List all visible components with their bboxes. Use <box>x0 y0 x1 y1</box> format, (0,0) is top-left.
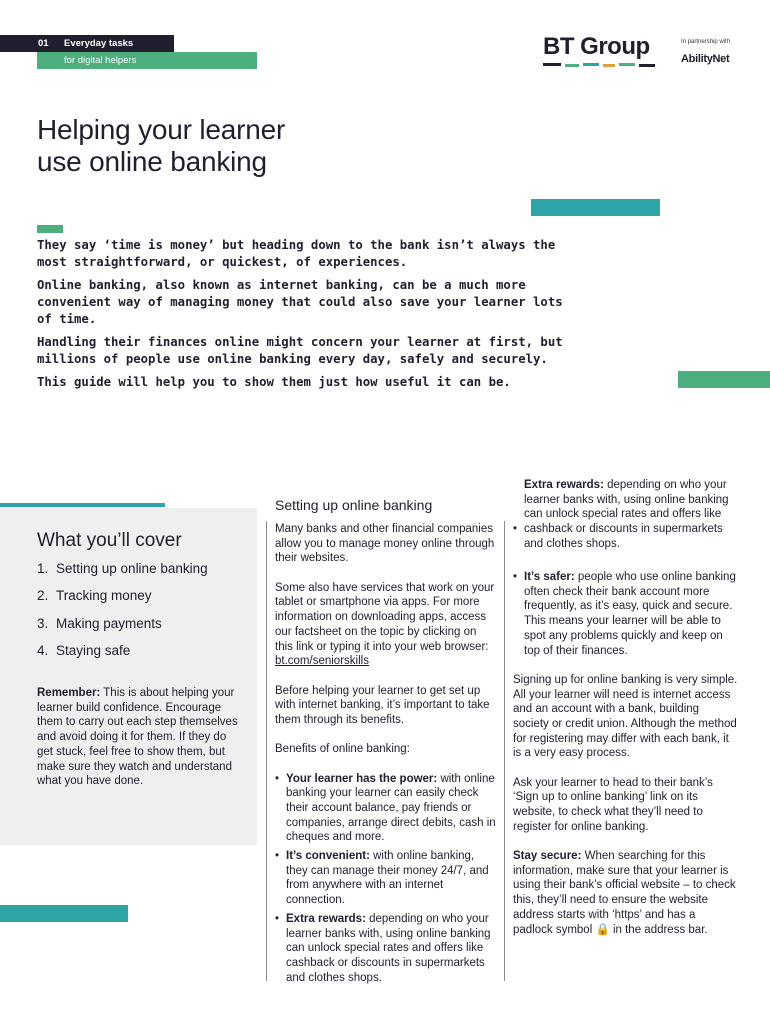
partner-prefix: In partnership with <box>681 39 731 45</box>
page-title-line2: use online banking <box>37 146 267 177</box>
page-title-line1: Helping your learner <box>37 114 286 145</box>
cover-list <box>37 561 208 670</box>
benefits-list <box>275 772 497 984</box>
benefit-text: depending on who your learner banks with, using online banking can unlock special rates and offers like cashback or discounts in supermarkets and clothes shops. <box>524 479 729 550</box>
benefit-item <box>275 912 497 984</box>
cover-item-label: Setting up online banking <box>56 561 208 576</box>
benefits-heading: Benefits of online banking: <box>275 743 410 756</box>
cover-list-item <box>37 588 208 615</box>
section-title: Everyday tasks <box>64 38 134 49</box>
benefit-label: Extra rewards: <box>286 912 366 925</box>
intro-paragraph: This guide will help you to show them just how useful it can be. <box>37 375 511 389</box>
benefit-label: Your learner has the power: <box>286 772 438 785</box>
body-paragraph <box>275 581 497 669</box>
benefit-text-overflow <box>524 478 738 552</box>
benefit-text: people who use online banking often check their bank account more frequently, as it’s easy, quick and secure. This means your learner will be able to spot any problems quickly and keep on top of their finances. <box>524 571 736 657</box>
intro-text <box>37 237 582 397</box>
section-heading: Setting up online banking <box>275 497 433 513</box>
abilitynet-logo: AbilityNet <box>681 53 730 65</box>
benefit-item <box>275 849 497 908</box>
cover-item-label: Staying safe <box>56 642 131 658</box>
body-paragraph: Ask your learner to head to their bank’s ‘Sign up to online banking’ link on its website, to check what they’ll need to register for online banking. <box>513 776 713 833</box>
stay-secure-text: When searching for this information, make sure that your learner is using their bank’s official website – to check this, they’ll need to ensure the website address starts with ‘https’ and has a padlock symbol 🔒 in the address bar. <box>513 850 736 936</box>
cover-panel <box>0 508 257 845</box>
bt-group-logo: BT Group <box>543 33 650 60</box>
column-divider <box>266 521 267 981</box>
seniorskills-link[interactable]: bt.com/seniorskills <box>275 655 369 668</box>
panel-accent-bar <box>0 503 165 507</box>
decor-bar-green-right <box>678 371 770 388</box>
section-tag <box>0 35 174 52</box>
benefit-text-continued <box>524 479 738 566</box>
decor-bar-teal-bottom <box>0 905 128 922</box>
cover-item-number: 1. <box>37 561 49 576</box>
intro-paragraph: Online banking, also known as internet banking, can be a much more convenient way of managing money that could also save your learner lots of time. <box>37 278 563 326</box>
cover-item-number: 4. <box>37 642 49 658</box>
cover-item-label: Tracking money <box>56 588 152 604</box>
body-text: Some also have services that work on your tablet or smartphone via apps. For more information on downloading apps, access our factsheet on the topic by clicking on this link or typing it into your web browser: <box>275 581 495 653</box>
remember-text: This is about helping your learner build confidence. Encourage them to carry out each step themselves and avoid doing it for them. If they do get stuck, feel free to show them, but make sure they watch and understand what you have done. <box>37 687 238 788</box>
cover-list-item <box>37 616 208 643</box>
cover-list-item <box>37 643 208 670</box>
text-column-2 <box>513 479 738 952</box>
body-paragraph: Before helping your learner to get set up with internet banking, it’s important to take them through its benefits. <box>275 684 490 726</box>
cover-item-number: 2. <box>37 588 49 604</box>
intro-paragraph: They say ‘time is money’ but heading down to the bank isn’t always the most straightforward, or quickest, of experiences. <box>37 238 556 269</box>
body-paragraph <box>513 849 738 937</box>
cover-list-item <box>37 561 208 588</box>
decor-bar-green-small <box>37 225 63 233</box>
intro-paragraph: Handling their finances online might concern your learner at first, but millions of people use online banking every day, safely and securely. <box>37 335 563 366</box>
cover-item-label: Making payments <box>56 615 162 631</box>
benefit-text: depending on who your learner banks with, using online banking can unlock special rates and offers like cashback or discounts in supermarkets and clothes shops. <box>286 912 491 984</box>
benefit-item-continued <box>513 479 738 566</box>
benefit-label: It’s convenient: <box>286 850 370 863</box>
benefit-text: with online banking, they can manage their money 24/7, and from anywhere with an internet connection. <box>286 850 489 907</box>
section-subtitle: for digital helpers <box>64 55 137 66</box>
section-number: 01 <box>38 38 49 49</box>
benefit-item <box>275 772 497 846</box>
body-paragraph: Signing up for online banking is very simple. All your learner will need is internet access and an account with a bank, building society or credit union. Although the method for registering may differ with each bank, it is a very easy process. <box>513 673 738 760</box>
benefit-label: Extra rewards: <box>524 479 604 491</box>
decor-bar-teal-top <box>531 199 660 216</box>
benefit-item <box>513 570 738 658</box>
text-column-1 <box>275 522 497 984</box>
body-paragraph: Many banks and other financial companies allow you to manage money online through their websites. <box>275 523 495 565</box>
cover-item-number: 3. <box>37 615 49 631</box>
benefits-list-continued <box>513 479 738 658</box>
cover-title: What you’ll cover <box>37 530 182 551</box>
benefit-label: It’s safer: <box>524 571 575 583</box>
column-divider <box>504 521 505 981</box>
remember-note <box>37 686 243 789</box>
benefit-text: with online banking your learner can easily check their account balance, pay friends or companies, arrange direct debits, cash in cheques and more. <box>286 772 496 844</box>
remember-label: Remember: <box>37 687 101 699</box>
page-title <box>37 114 285 178</box>
bt-logo-stripe <box>543 63 655 67</box>
section-subtitle-tag <box>37 52 257 69</box>
stay-secure-label: Stay secure: <box>513 850 582 863</box>
